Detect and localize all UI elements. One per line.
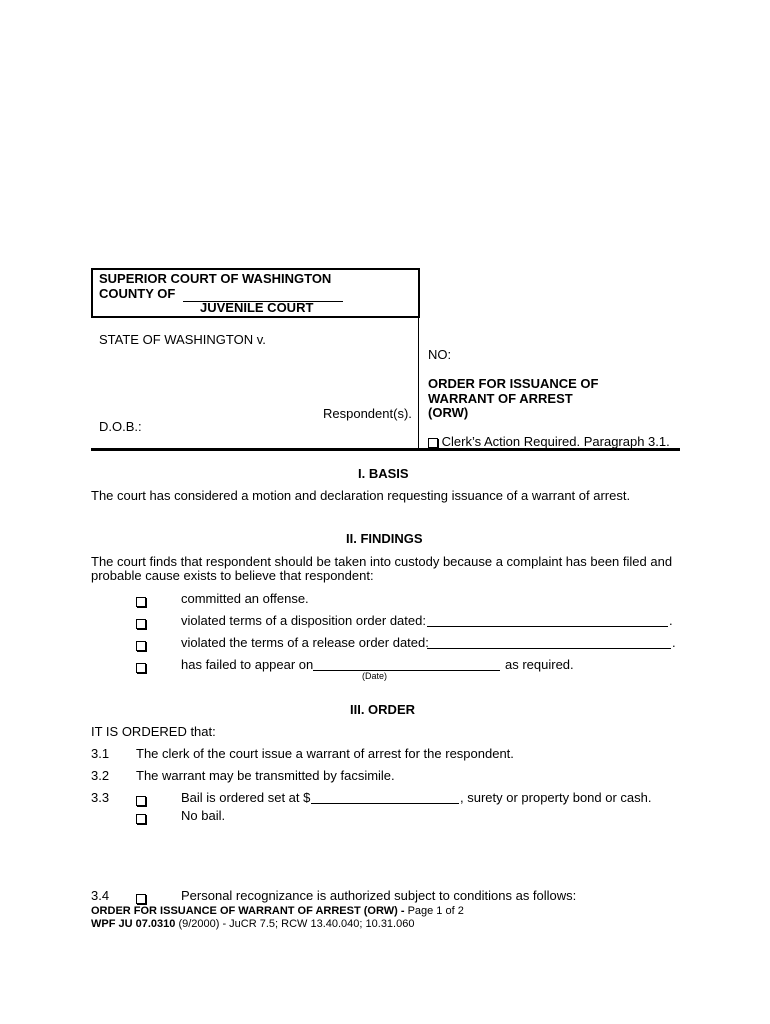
clerk-action-checkbox[interactable] (428, 438, 438, 448)
court-type: JUVENILE COURT (200, 300, 314, 315)
findings-intro-line2: probable cause exists to believe that respondent: (91, 568, 374, 583)
findings-intro-line1: The court finds that respondent should be taken into custody because a complaint has been filed and (91, 554, 673, 569)
finding-fta-text: has failed to appear on (181, 657, 314, 672)
paragraph-3-2-number: 3.2 (91, 768, 110, 783)
recognizance-text: Personal recognizance is authorized subject to conditions as follows: (181, 888, 577, 903)
document-title-line1: ORDER FOR ISSUANCE OF (428, 376, 599, 391)
county-label: COUNTY OF (99, 286, 176, 301)
footer-form-id: WPF JU 07.0310 (91, 918, 176, 930)
footer-title-line (91, 905, 464, 917)
no-bail-checkbox[interactable] (136, 814, 146, 824)
finding-release-text: violated the terms of a release order dated: (181, 635, 429, 650)
date-caption: (Date) (362, 671, 388, 681)
finding-release-checkbox[interactable] (136, 641, 146, 651)
disposition-date-blank[interactable] (427, 612, 668, 627)
case-parties: STATE OF WASHINGTON v. (99, 332, 266, 347)
recognizance-checkbox[interactable] (136, 894, 146, 904)
release-date-blank[interactable] (427, 634, 671, 649)
bail-text-prefix: Bail is ordered set at $ (181, 790, 311, 805)
document-title-line3: (ORW) (428, 405, 469, 420)
footer-page: Page 1 of 2 (407, 905, 464, 917)
release-period: . (672, 635, 676, 650)
finding-offense-text: committed an offense. (181, 591, 309, 606)
paragraph-3-3-number: 3.3 (91, 790, 110, 805)
finding-fta-suffix: as required. (505, 657, 574, 672)
findings-heading: II. FINDINGS (346, 531, 423, 546)
clerk-action-text: Clerk’s Action Required. Paragraph 3.1. (441, 434, 670, 449)
bail-text-suffix: , surety or property bond or cash. (460, 790, 652, 805)
disposition-period: . (669, 613, 673, 628)
basis-heading: I. BASIS (358, 466, 409, 481)
paragraph-3-1-text: The clerk of the court issue a warrant of arrest for the respondent. (136, 746, 514, 761)
caption-divider (418, 268, 419, 448)
basis-text: The court has considered a motion and declaration requesting issuance of a warrant of arrest. (91, 488, 631, 503)
finding-fta-checkbox[interactable] (136, 663, 146, 673)
footer-form-line (91, 918, 414, 930)
bail-checkbox[interactable] (136, 796, 146, 806)
finding-disposition-text: violated terms of a disposition order dated: (181, 613, 426, 628)
paragraph-3-4-number: 3.4 (91, 888, 110, 903)
paragraph-3-2-text: The warrant may be transmitted by facsimile. (136, 768, 395, 783)
no-bail-text: No bail. (181, 808, 226, 823)
clerk-action-line (428, 434, 670, 449)
paragraph-3-1-number: 3.1 (91, 746, 110, 761)
court-name: SUPERIOR COURT OF WASHINGTON (99, 271, 332, 286)
finding-disposition-checkbox[interactable] (136, 619, 146, 629)
fta-date-blank[interactable] (313, 656, 500, 671)
document-title-line2: WARRANT OF ARREST (428, 391, 573, 406)
case-number-label: NO: (428, 347, 452, 362)
footer-title: ORDER FOR ISSUANCE OF WARRANT OF ARREST (ORW) - (91, 905, 405, 917)
dob-label: D.O.B.: (99, 419, 142, 434)
footer-form-ref: (9/2000) - JuCR 7.5; RCW 13.40.040; 10.31.060 (178, 918, 415, 930)
order-intro: IT IS ORDERED that: (91, 724, 216, 739)
order-heading: III. ORDER (350, 702, 416, 717)
finding-offense-checkbox[interactable] (136, 597, 146, 607)
bail-amount-blank[interactable] (311, 789, 459, 804)
respondent-label: Respondent(s). (323, 406, 412, 421)
